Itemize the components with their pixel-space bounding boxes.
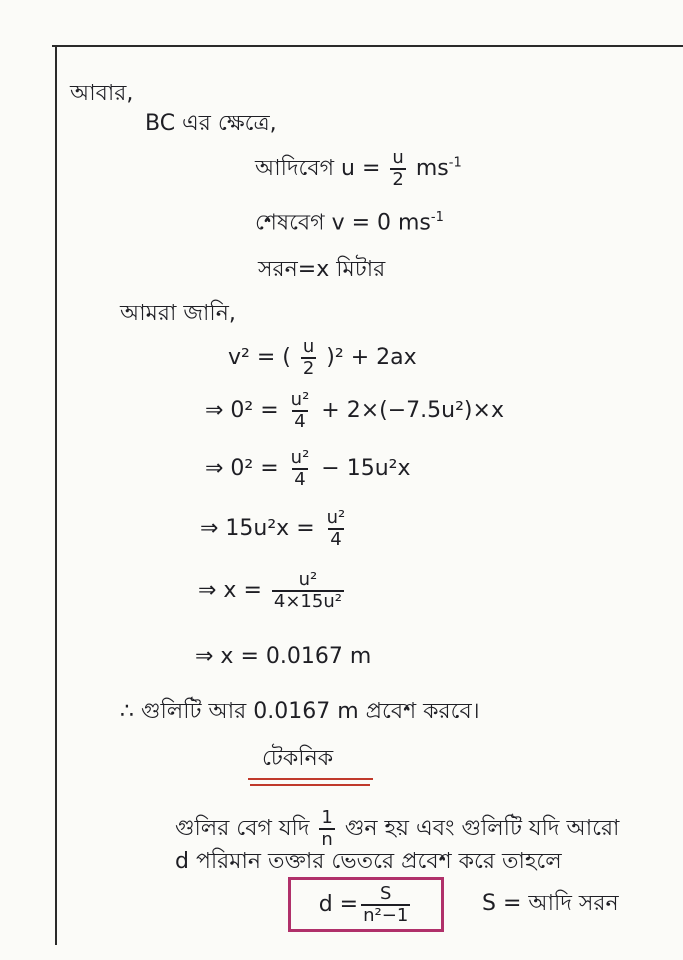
equation-lhs: v² = ( [228,345,291,370]
equation-1 [228,337,417,379]
we-know-line: আমরা জানি, [120,301,236,326]
equation-fraction [301,337,316,379]
heading-underline [248,778,373,780]
equation-4 [200,508,350,550]
equation-fraction [325,508,348,550]
technique-line-1 [175,808,619,850]
technique-text: গুন হয় এবং গুলিটি যদি আরো [344,816,620,841]
fraction-denominator: 4 [330,529,342,550]
technique-fraction [319,808,334,850]
fraction-numerator: u² [290,389,310,410]
equation-lhs: ⇒ 0² = [205,456,279,481]
fraction-denominator: 4×15u² [273,591,342,612]
fraction-numerator: u² [298,569,318,590]
page-top-rule [52,45,683,47]
formula-box [288,877,444,932]
initial-velocity-line [255,148,462,190]
fraction-denominator: 4 [294,411,306,432]
unit-exponent: -1 [430,210,444,225]
formula-lhs: d = [318,891,359,917]
fraction-denominator: 4 [294,469,306,490]
equation-rhs: )² + 2ax [326,345,417,370]
equation-lhs: ⇒ x = [198,578,262,603]
page-margin-rule [55,45,57,945]
fraction-denominator: n [321,829,333,850]
fraction-numerator: u [302,336,315,357]
unit: ms [415,156,449,181]
final-velocity-line [255,204,444,237]
formula-fraction [361,884,410,926]
formula-note: S = আদি সরন [482,891,619,916]
displacement-line: সরন=x মিটার [258,257,386,282]
equation-3 [205,448,411,490]
fraction-denominator: 2 [392,169,404,190]
equation-rhs: + 2×(−7.5u²)×x [321,398,504,423]
technique-line-2: d পরিমান তক্তার ভেতরে প্রবেশ করে তাহলে [175,849,562,874]
equation-2 [205,390,504,432]
equation-fraction [289,390,312,432]
technique-text: গুলির বেগ যদি [175,816,310,841]
fraction-numerator: u² [326,507,346,528]
fraction-numerator: 1 [321,807,333,828]
equation-rhs: − 15u²x [321,456,411,481]
fraction-denominator: 2 [302,358,315,379]
initial-velocity-fraction [390,148,405,190]
heading-underline [250,784,370,786]
equation-fraction [272,570,344,612]
equation-lhs: ⇒ 0² = [205,398,279,423]
text-line-again: আবার, [70,81,134,106]
fraction-numerator: S [379,882,392,904]
text-line-bc: BC এর ক্ষেত্রে, [145,111,277,136]
initial-velocity-label: আদিবেগ u = [255,156,381,181]
unit-exponent: -1 [448,155,462,171]
technique-heading: টেকনিক [262,746,334,771]
equation-fraction [289,448,312,490]
conclusion-line: ∴ গুলিটি আর 0.0167 m প্রবেশ করবে। [120,699,480,724]
equation-5 [198,570,347,612]
equation-6: ⇒ x = 0.0167 m [195,644,372,669]
fraction-denominator: n²−1 [363,904,409,926]
equation-lhs: ⇒ 15u²x = [200,516,315,541]
fraction-numerator: u² [290,447,310,468]
fraction-numerator: u [392,147,404,168]
final-velocity-label: শেষবেগ v = 0 ms [255,210,431,236]
